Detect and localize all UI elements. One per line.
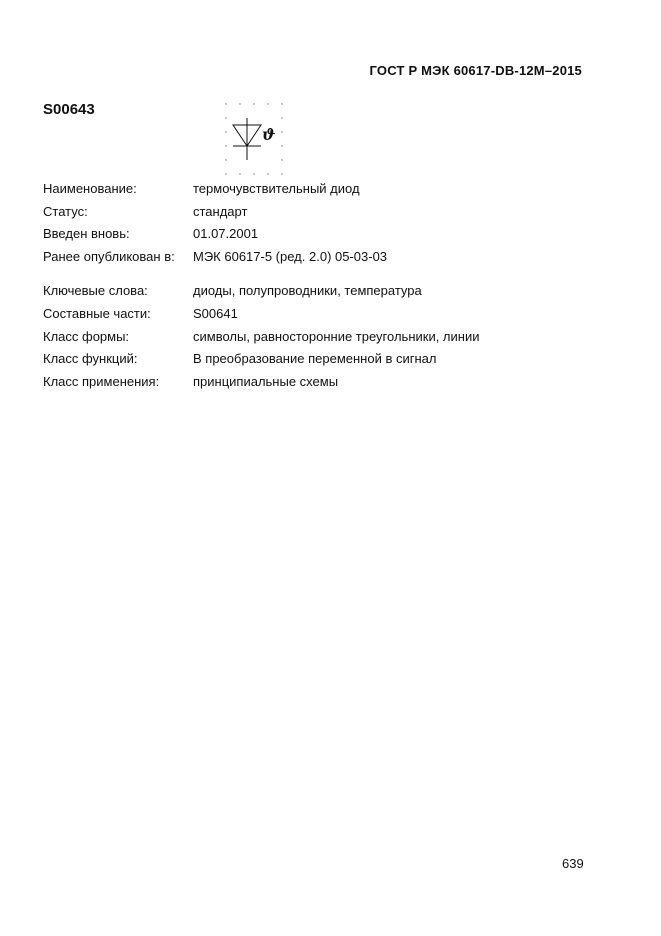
property-value: диоды, полупроводники, температура xyxy=(193,283,422,299)
property-value: символы, равносторонние треугольники, линии xyxy=(193,328,480,344)
property-label: Класс формы: xyxy=(43,328,130,344)
property-value: термочувствительный диод xyxy=(193,180,360,196)
property-row-keywords xyxy=(43,279,603,302)
property-label: Статус: xyxy=(43,203,88,219)
property-row-components xyxy=(43,302,603,325)
page-number: 639 xyxy=(562,856,584,871)
property-label: Наименование: xyxy=(43,180,137,196)
property-value: стандарт xyxy=(193,203,248,219)
property-label: Составные части: xyxy=(43,305,151,321)
property-value: 01.07.2001 xyxy=(193,226,259,242)
property-row-shape-class xyxy=(43,325,603,348)
property-value: принципиальные схемы xyxy=(193,374,339,390)
document-header: ГОСТ Р МЭК 60617-DB-12M–2015 xyxy=(369,63,582,78)
property-label: Ключевые слова: xyxy=(43,283,148,299)
symbol-code: S00643 xyxy=(43,101,95,118)
property-label: Класс функций: xyxy=(43,351,138,367)
property-label: Класс применения: xyxy=(43,374,160,390)
property-value: S00641 xyxy=(193,305,238,321)
property-label: Ранее опубликован в: xyxy=(43,249,175,265)
theta-label: ϑ xyxy=(262,125,276,144)
thermal-diode-symbol xyxy=(222,100,292,180)
property-row-application-class xyxy=(43,370,603,393)
property-label: Введен вновь: xyxy=(43,226,130,242)
property-value: В преобразование переменной в сигнал xyxy=(193,351,437,367)
diode-icon xyxy=(233,118,261,160)
property-row-name xyxy=(43,177,603,200)
properties-list xyxy=(43,177,603,393)
property-row-introduced xyxy=(43,223,603,246)
property-row-function-class xyxy=(43,348,603,371)
property-row-previously-published xyxy=(43,245,603,268)
property-row-status xyxy=(43,200,603,223)
property-value: МЭК 60617-5 (ред. 2.0) 05-03-03 xyxy=(193,249,388,265)
